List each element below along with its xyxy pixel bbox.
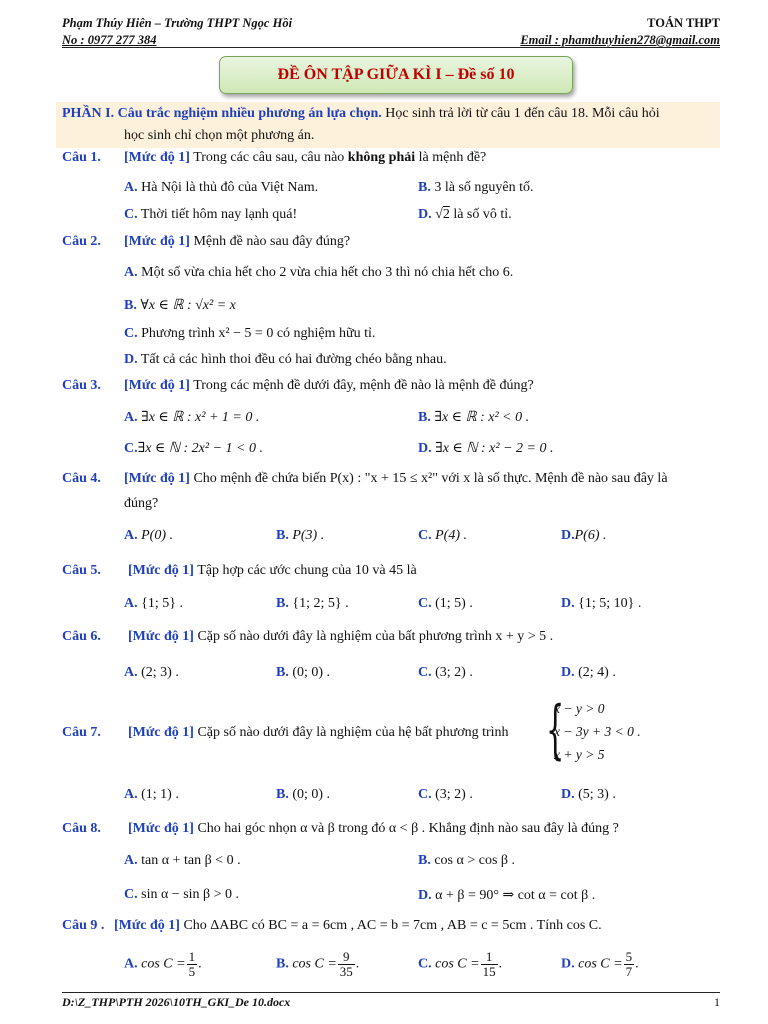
question-number: Câu 1. (62, 150, 101, 165)
sqrt2-symbol: √2 (435, 207, 450, 222)
question-number: Câu 5. (62, 563, 101, 578)
header-divider (62, 47, 720, 48)
header-phone: No : 0977 277 384 (62, 33, 157, 47)
q5-option-a[interactable]: A. {1; 5} . (124, 596, 183, 611)
q1-option-a[interactable]: A. Hà Nội là thủ đô của Việt Nam. (124, 180, 319, 195)
question-number: Câu 9 . (62, 918, 105, 933)
q8-option-a[interactable]: A. tan α + tan β < 0 . (124, 853, 241, 868)
q6-option-d[interactable]: D. (2; 4) . (561, 665, 616, 680)
fraction: $\frac{1}{5}$ (188, 949, 196, 979)
q4-option-b[interactable]: B. P(3) . (276, 528, 325, 543)
q6-option-a[interactable]: A. (2; 3) . (124, 665, 179, 680)
question-number: Câu 4. (62, 471, 101, 486)
header-subject: TOÁN THPT (647, 16, 720, 30)
part-label: PHẦN I. Câu trắc nghiệm nhiều phương án lựa chọn. (62, 106, 382, 121)
q5-option-b[interactable]: B. {1; 2; 5} . (276, 596, 349, 611)
exam-title: ĐỀ ÔN TẬP GIỮA KÌ I – Đề số 10 (219, 56, 573, 94)
q4-option-a[interactable]: A. P(0) . (124, 528, 174, 543)
page-footer (62, 992, 720, 1012)
q7-option-b[interactable]: B. (0; 0) . (276, 787, 331, 802)
q5-option-d[interactable]: D. {1; 5; 10} . (561, 596, 642, 611)
q6-option-b[interactable]: B. (0; 0) . (276, 665, 331, 680)
q9-option-b[interactable]: B. cos C = $\frac{9}{35}$ . (276, 949, 360, 979)
level-tag: [Mức độ 1] (124, 150, 190, 165)
q1-option-b[interactable]: B. 3 là số nguyên tố. (418, 180, 534, 195)
part-banner (56, 102, 720, 148)
fraction: $\frac{1}{15}$ (482, 949, 496, 979)
q2-option-a[interactable]: A. Một số vừa chia hết cho 2 vừa chia hết cho 3 thì nó chia hết cho 6. (124, 265, 514, 280)
q8-option-c[interactable]: C. sin α − sin β > 0 . (124, 887, 240, 902)
fraction: $\frac{9}{35}$ (339, 949, 353, 979)
q6-option-c[interactable]: C. (3; 2) . (418, 665, 473, 680)
question-number: Câu 3. (62, 378, 101, 393)
part-instruction-2: học sinh chỉ chọn một phương án. (124, 128, 315, 143)
q3-option-b[interactable]: B. ∃x ∈ ℝ : x² < 0 . (418, 410, 530, 425)
q7-option-c[interactable]: C. (3; 2) . (418, 787, 473, 802)
page-number: 1 (714, 995, 720, 1009)
q8-option-d[interactable]: D. α + β = 90° ⇒ cot α = cot β . (418, 888, 596, 903)
q8-option-b[interactable]: B. cos α > cos β . (418, 853, 516, 868)
q1-option-d[interactable]: D. √2 là số vô tỉ. (418, 207, 512, 222)
question-4-continued: đúng? (124, 496, 159, 511)
question-number: Câu 6. (62, 629, 101, 644)
question-number: Câu 7. (62, 725, 101, 740)
q3-option-d[interactable]: D. ∃x ∈ ℕ : x² − 2 = 0 . (418, 441, 554, 456)
q9-option-c[interactable]: C. cos C = $\frac{1}{15}$ . (418, 949, 503, 979)
q2-option-c[interactable]: C. Phương trình x² − 5 = 0 có nghiệm hữu tỉ. (124, 326, 376, 341)
q3-option-c[interactable]: C.∃x ∈ ℕ : 2x² − 1 < 0 . (124, 441, 263, 456)
part-instruction-1: Học sinh trả lời từ câu 1 đến câu 18. Mỗi câu hỏi (381, 106, 660, 121)
header-author: Phạm Thúy Hiên – Trường THPT Ngọc Hồi (62, 16, 293, 30)
q4-option-c[interactable]: C. P(4) . (418, 528, 468, 543)
q2-option-b[interactable]: B. ∀x ∈ ℝ : √x² = x (124, 298, 236, 313)
file-path: D:\Z_THP\PTH 2026\10TH_GKI_De 10.docx (62, 995, 291, 1009)
q7-option-a[interactable]: A. (1; 1) . (124, 787, 179, 802)
q3-option-a[interactable]: A. ∃x ∈ ℝ : x² + 1 = 0 . (124, 410, 260, 425)
q2-option-d[interactable]: D. Tất cả các hình thoi đều có hai đường chéo bằng nhau. (124, 352, 447, 367)
inequality-system: { x − y > 0 x − 3y + 3 < 0 . x + y > 5 (546, 693, 641, 767)
q9-option-a[interactable]: A. cos C = $\frac{1}{5}$ . (124, 949, 202, 979)
q4-option-d[interactable]: D.P(6) . (561, 528, 607, 543)
question-number: Câu 2. (62, 234, 101, 249)
question-number: Câu 8. (62, 821, 101, 836)
fraction: $\frac{5}{7}$ (625, 949, 633, 979)
q7-option-d[interactable]: D. (5; 3) . (561, 787, 616, 802)
footer-divider (62, 992, 720, 993)
page-header (62, 14, 720, 48)
q9-option-d[interactable]: D. cos C = $\frac{5}{7}$ . (561, 949, 639, 979)
header-email: Email : phamthuyhien278@gmail.com (520, 33, 720, 47)
q1-option-c[interactable]: C. Thời tiết hôm nay lạnh quá! (124, 207, 298, 222)
brace-symbol: { (546, 693, 565, 767)
document-page: Phạm Thúy Hiên – Trường THPT Ngọc Hồi TOÁN THPT No : 0977 277 384 Email : phamthuyhien278@gmail.com ĐỀ ÔN TẬP GIỮA KÌ I – Đề số 10 PHẦN I. Câu trắc nghiệm nhiều phương án lựa chọn. Học sinh trả lời từ câu 1 đến câu 18. Mỗi câu hỏi học sinh chỉ chọn một phương án. Câu 1. [Mức độ 1] Trong các câu sau, câu nào không phải là mệnh đề? A. Hà Nội là thủ đô của Việt Nam. B. 3 là số nguyên tố. C. Thời tiết hôm nay lạnh quá! D. √2 là số vô tỉ. Câu 2. [Mức độ 1] Mệnh đề nào sau đây đúng? A. Một số vừa chia hết cho 2 vừa chia hết cho 3 thì nó chia hết cho 6. B. ∀x ∈ ℝ : √x² = x C. Phương trình x² − 5 = 0 có nghiệm hữu tỉ. D. Tất cả các hình thoi đều có hai đường chéo bằng nhau. Câu 3. [Mức độ 1] Trong các mệnh đề dưới đây, mệnh đề nào là mệnh đề đúng? A. ∃x ∈ ℝ : x² + 1 = 0 . B. ∃x ∈ ℝ : x² < 0 . C.∃x ∈ ℕ : 2x² − 1 < 0 . D. ∃x ∈ ℕ : x² − 2 = 0 . Câu 4. [Mức độ 1] Cho mệnh đề chứa biến P(x) : "x + 15 ≤ x²" với x là số thực. Mệnh đề nào sau đây là đúng? A. P(0) . B. P(3) . C. P(4) . D.P(6) . Câu 5. [Mức độ 1] Tập hợp các ước chung của 10 và 45 là A. {1; 5} . B. {1; 2; 5} . C. (1; 5) . D. {1; 5; 10} . Câu 6. [Mức độ 1] Cặp số nào dưới đây là nghiệm của bất phương trình x + y > 5 . A. (2; 3) . B. (0; 0) . C. (3; 2) . D. (2; 4) . Câu 7. [Mức độ 1] Cặp số nào dưới đây là nghiệm của hệ bất phương trình { x − y > 0 x − 3y + 3 < 0 . x + y > 5 A. (1; 1) . B. (0; 0) . C. (3; 2) . D. (5; 3) . Câu 8. [Mức độ 1] Cho hai góc nhọn α và β trong đó α < β . Khẳng định nào sau đây là đúng ? A. tan α + tan β < 0 . B. cos α > cos β . C. sin α − sin β > 0 . D. α + β = 90° ⇒ cot α = cot β . Câu 9 . [Mức độ 1] Cho ΔABC có BC = a = 6cm , AC = b = 7cm , AB = c = 5cm . Tính cos C. A. cos C = $\frac{1}{5}$ . B. cos C = $\frac{9}{35}$ . C. cos C = $\frac{1}{15}$ . D. cos C = $\frac{5}{7}$ . D:\Z_THP\PTH 2026\10TH_GKI_De 10.docx 1 (0, 0, 768, 1024)
q5-option-c[interactable]: C. (1; 5) . (418, 596, 473, 611)
